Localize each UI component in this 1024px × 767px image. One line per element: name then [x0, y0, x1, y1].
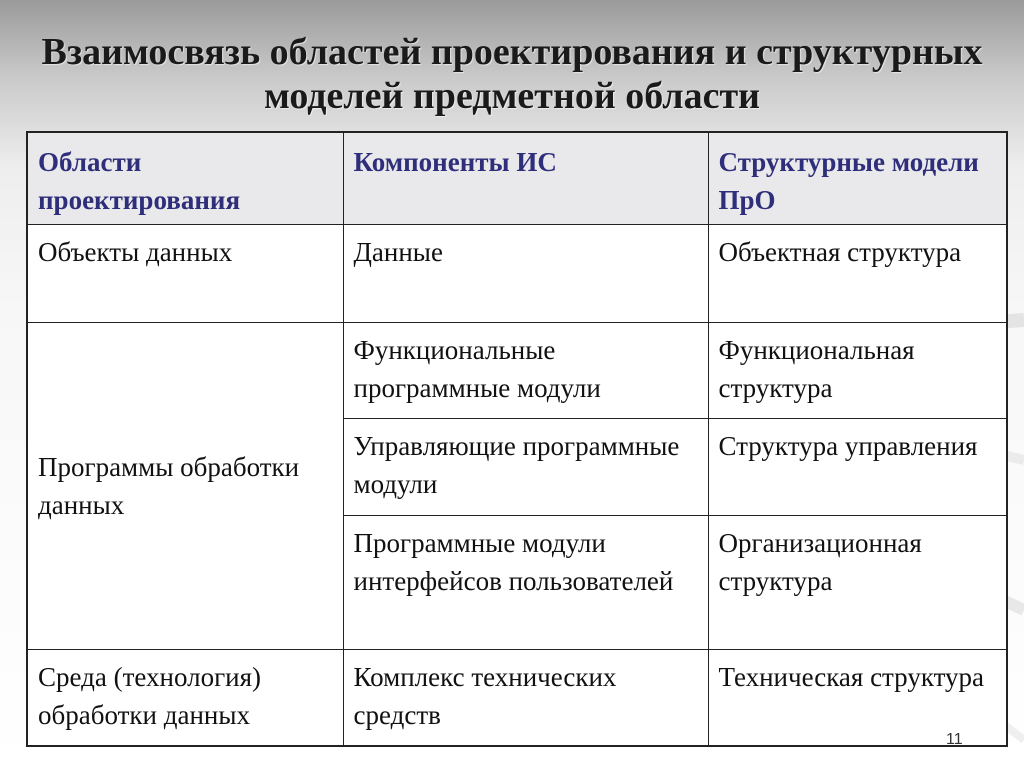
model-cell: Функциональная структура — [708, 323, 1007, 419]
table-row — [27, 323, 1007, 419]
component-cell: Данные — [343, 225, 708, 323]
component-cell: Функциональные программные модули — [343, 323, 708, 419]
area-cell: Программы обработки данных — [27, 323, 343, 650]
area-cell: Объекты данных — [27, 225, 343, 323]
model-cell: Структура управления — [708, 419, 1007, 516]
component-cell: Комплекс технических средств — [343, 650, 708, 746]
header-cell: Области проектирования — [27, 132, 343, 225]
model-cell: Объектная структура — [708, 225, 1007, 323]
header-cell: Структурные модели ПрО — [708, 132, 1007, 225]
slide-title: Взаимосвязь областей проектирования и структурных моделей предметной области — [41, 31, 983, 117]
header-cell: Компоненты ИС — [343, 132, 708, 225]
component-cell: Управляющие программные модули — [343, 419, 708, 516]
table-header-row — [27, 132, 1007, 225]
component-cell: Программные модули интерфейсов пользователей — [343, 516, 708, 650]
page-number: 11 — [946, 731, 963, 748]
relationship-table — [26, 131, 1008, 747]
table-row — [27, 650, 1007, 746]
model-cell: Техническая структура — [708, 650, 1007, 746]
area-cell: Среда (технология) обработки данных — [27, 650, 343, 746]
table-row — [27, 225, 1007, 323]
model-cell: Организационная структура — [708, 516, 1007, 650]
